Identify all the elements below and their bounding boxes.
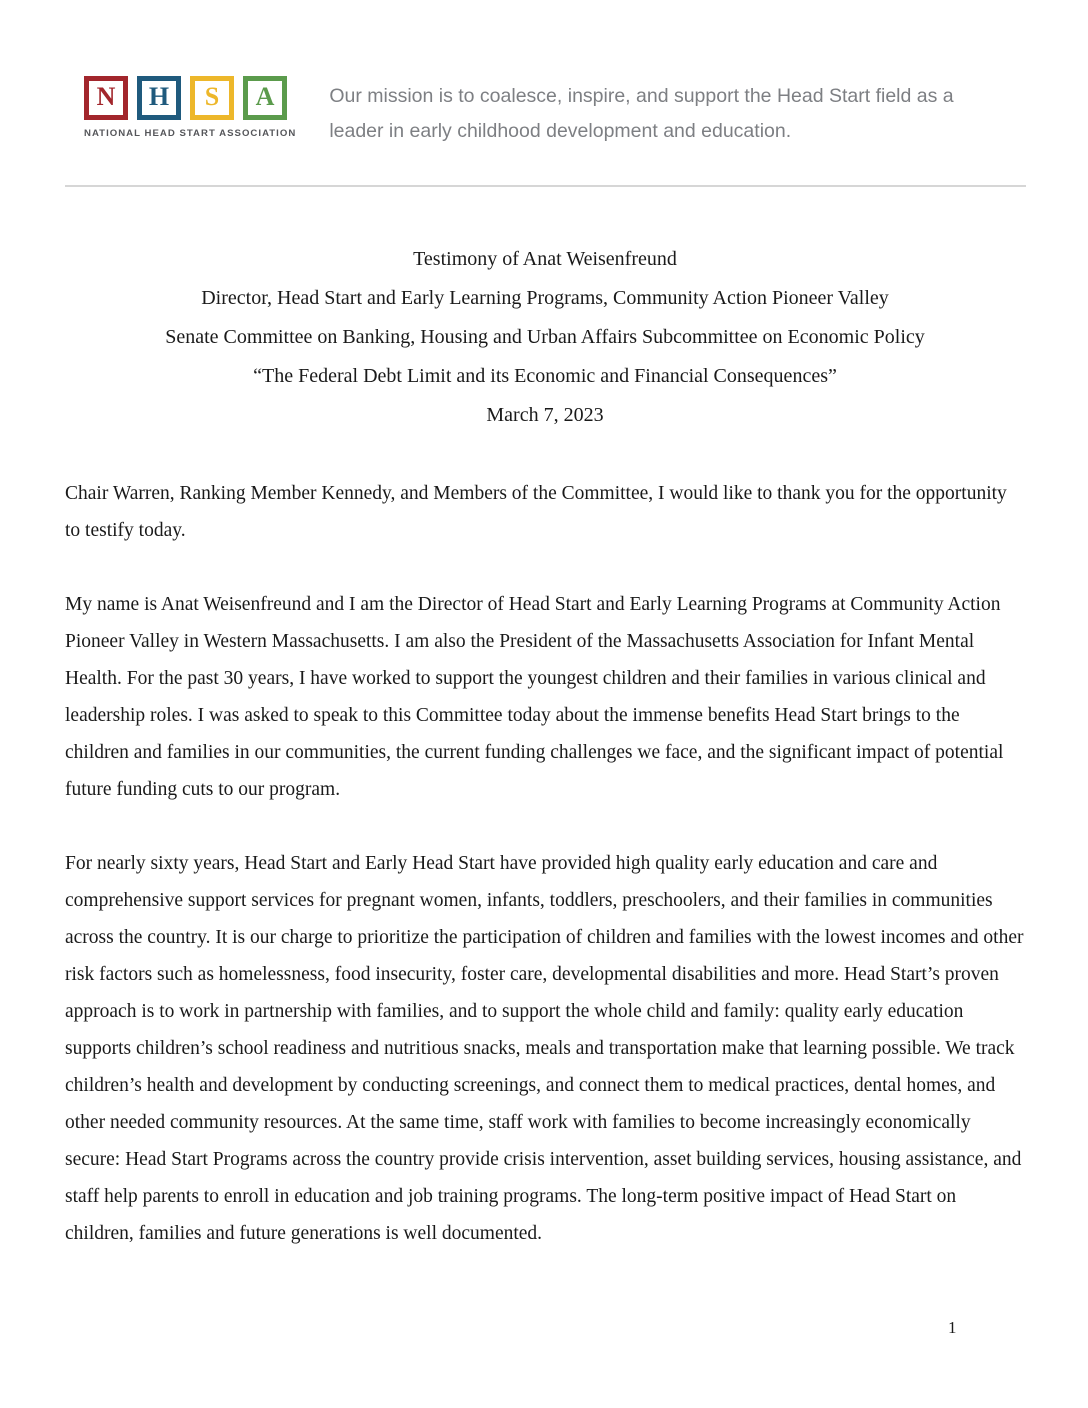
document-header — [0, 0, 1088, 187]
testimony-title: Testimony of Anat Weisenfreund — [413, 248, 677, 270]
paragraph-greeting: Chair Warren, Ranking Member Kennedy, and Members of the Committee, I would like to thank you for the opportunity to testify today. — [65, 483, 1007, 541]
paragraph-introduction: My name is Anat Weisenfreund and I am the Director of Head Start and Early Learning Programs at Community Action Pioneer Valley in Western Massachusetts. I am also the President of the Massachusetts Association for Infant Mental Health. For the past 30 years, I have worked to support the youngest children and their families in various clinical and leadership roles. I was asked to speak to this Committee today about the immense benefits Head Start brings to the children and families in our communities, the current funding challenges we face, and the significant impact of potential future funding cuts to our program. — [65, 594, 1004, 800]
logo-block-s — [190, 76, 234, 120]
document-body — [0, 187, 1088, 1252]
testimony-paragraphs — [65, 475, 1025, 1252]
logo-letter-a: A — [255, 82, 275, 111]
logo-wordmark: NATIONAL HEAD START ASSOCIATION — [84, 128, 297, 139]
testimony-hearing-title: “The Federal Debt Limit and its Economic and Financial Consequences” — [253, 365, 837, 387]
logo-letter-n: N — [96, 82, 116, 111]
logo-block-a — [243, 76, 287, 120]
testimony-date: March 7, 2023 — [486, 404, 604, 426]
page-number: 1 — [948, 1318, 957, 1337]
logo-block-n — [84, 76, 128, 120]
testimony-committee: Senate Committee on Banking, Housing and Urban Affairs Subcommittee on Economic Policy — [165, 326, 925, 348]
logo-letter-s: S — [204, 82, 220, 111]
mission-statement: Our mission is to coalesce, inspire, and support the Head Start field as a leader in early childhood development and education. — [329, 85, 954, 142]
testimony-title-block — [65, 240, 1025, 435]
nhsa-logo — [84, 76, 296, 139]
paragraph-head-start-overview: For nearly sixty years, Head Start and Early Head Start have provided high quality early education and care and comprehensive support services for pregnant women, infants, toddlers, preschoolers, and their families in communities across the country. It is our charge to prioritize the participation of children and families with the lowest incomes and other risk factors such as homelessness, food insecurity, foster care, developmental disabilities and more. Head Start’s proven approach is to work in partnership with families, and to support the whole child and family: quality early education supports children’s school readiness and nutritious snacks, meals and transportation make that learning possible. We track children’s health and development by conducting screenings, and connect them to medical practices, dental homes, and other needed community resources. At the same time, staff work with families to become increasingly economically secure: Head Start Programs across the country provide crisis intervention, asset building services, housing assistance, and staff help parents to enroll in education and job training programs. The long-term positive impact of Head Start on children, families and future generations is well documented. — [65, 853, 1024, 1244]
testimony-author-role: Director, Head Start and Early Learning Programs, Community Action Pioneer Valley — [201, 287, 889, 309]
logo-block-h — [137, 76, 181, 120]
nhsa-logo-blocks — [84, 76, 296, 120]
logo-letter-h: H — [148, 82, 170, 111]
